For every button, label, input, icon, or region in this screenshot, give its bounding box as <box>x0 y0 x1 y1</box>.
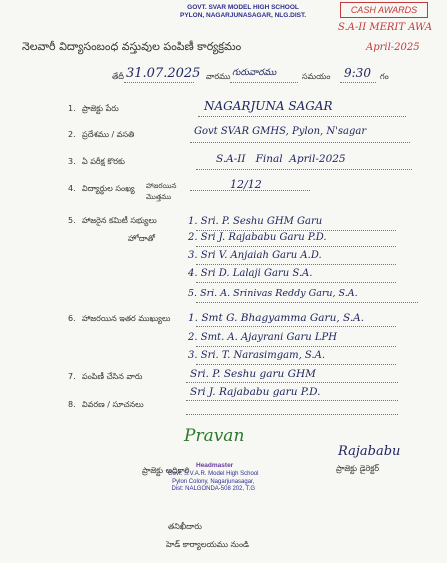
time-label: సమయం <box>302 72 331 81</box>
distributed-by: Sri. P. Seshu garu GHM <box>190 368 316 380</box>
project-director-label: ప్రాజెక్టు డైరెక్టర్ <box>336 464 380 473</box>
venue-value: Govt SVAR GMHS, Pylon, N'sagar <box>194 126 367 137</box>
row-1-number: 1. <box>68 104 76 113</box>
row-6-label: హాజరయిన ఇతర ముఖ్యులు <box>82 314 171 323</box>
day-label: వారము <box>206 72 231 81</box>
student-count-value: 12/12 <box>230 178 262 191</box>
inspector-label: తనిఖీదారు <box>168 522 202 531</box>
headmaster-stamp: Govt. S.V.A.R. Model High School Pylon Colony, Nagarjunasagar, Dist: NALGONDA-508 202, T.G <box>168 471 259 492</box>
row-5-label: హాజరైన కమిటీ సభ్యులు <box>82 216 157 225</box>
exam-value: S.A-II Final April-2025 <box>216 153 346 165</box>
project-officer-label: ప్రాజెక్టు అధికారి <box>142 466 190 475</box>
row-5-designation-label: హోదాతో <box>128 234 155 243</box>
project-director-signature: Rajababu <box>338 444 401 459</box>
school-stamp-line2: PYLON, NAGARJUNASAGAR, NLG.DIST. <box>180 12 307 19</box>
other-attendee: 1. Smt G. Bhagyamma Garu, S.A. <box>188 312 365 324</box>
project-name-value: NAGARJUNA SAGAR <box>204 99 333 113</box>
row-4-label: విద్యార్థుల సంఖ్య <box>82 184 135 193</box>
row-4-attended-label: హాజరయిన <box>146 182 177 190</box>
row-8-number: 8. <box>68 400 76 409</box>
day-value: గురువారము <box>232 68 277 78</box>
school-stamp <box>180 4 306 20</box>
other-attendee: 3. Sri. T. Narasimgam, S.A. <box>188 350 326 361</box>
date-label: తేదీ <box>112 72 124 81</box>
committee-member: 2. Sri J. Rajababu Garu P.D. <box>188 232 327 243</box>
row-8-label: వివరణ / సూచనలు <box>82 400 144 409</box>
cash-awards-stamp: CASH AWARDS <box>340 2 428 18</box>
date-value: 31.07.2025 <box>126 66 201 81</box>
row-5-number: 5. <box>68 216 76 225</box>
row-6-number: 6. <box>68 314 76 323</box>
page-title: నెలవారీ విద్యాసంబంధ వస్తువుల పంపిణీ కార్యక్రమం <box>22 40 242 53</box>
row-2-number: 2. <box>68 130 76 139</box>
school-stamp-line1: GOVT. SVAR MODEL HIGH SCHOOL <box>187 4 299 11</box>
row-7-label: పంపిణీ చేసిన వారు <box>82 372 143 381</box>
head-office-label: హెడ్ కార్యాలయము నుండి <box>166 540 249 549</box>
row-7-number: 7. <box>68 372 76 381</box>
committee-member: 5. Sri. A. Srinivas Reddy Garu, S.A. <box>188 288 358 299</box>
time-suffix: గం <box>380 72 389 81</box>
row-4-number: 4. <box>68 184 76 193</box>
headmaster-stamp-title: Headmaster <box>196 462 234 469</box>
committee-member: 4. Sri D. Lalaji Garu S.A. <box>188 268 313 279</box>
project-officer-signature: Pravan <box>184 426 245 446</box>
row-3-label: ఏ పరీక్ష కొరకు <box>82 157 125 166</box>
row-3-number: 3. <box>68 157 76 166</box>
committee-member: 3. Sri V. Anjaiah Garu A.D. <box>188 250 322 261</box>
distributed-by: Sri J. Rajababu garu P.D. <box>190 386 321 398</box>
april-note: April-2025 <box>366 42 420 53</box>
time-value: 9:30 <box>344 66 371 80</box>
merit-award-note: S.A-II MERIT AWA <box>338 22 433 33</box>
row-2-label: ప్రదేశము / వసతి <box>82 130 135 139</box>
row-1-label: ప్రాజెక్టు పేరు <box>82 104 119 113</box>
committee-member: 1. Sri. P. Seshu GHM Garu <box>188 216 323 227</box>
row-4-total-label: మొత్తము <box>146 193 172 201</box>
other-attendee: 2. Smt. A. Ajayrani Garu LPH <box>188 332 337 343</box>
